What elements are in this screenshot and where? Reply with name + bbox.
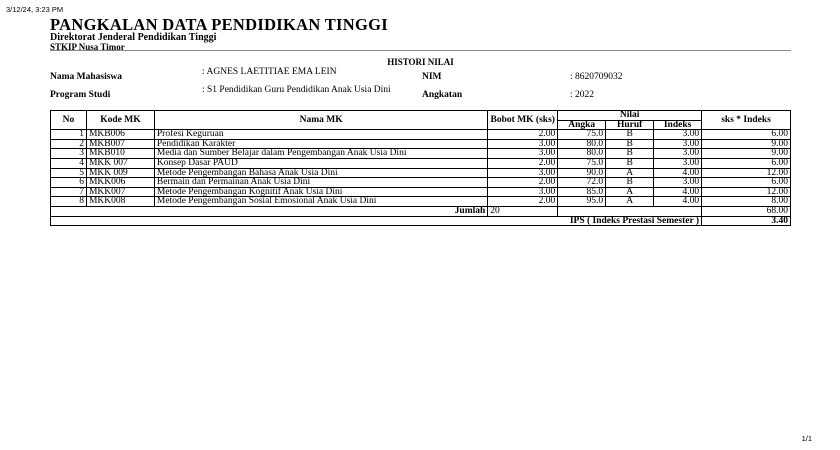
row-bobot: 2.00: [488, 197, 558, 207]
row-sks-indeks: 9.00: [702, 139, 791, 149]
table-row: [51, 178, 791, 188]
total-sks-indeks: 68.00: [702, 206, 791, 216]
total-label: Jumlah: [51, 206, 488, 216]
row-bobot: 3.00: [488, 168, 558, 178]
row-huruf: B: [606, 178, 654, 188]
row-bobot: 2.00: [488, 178, 558, 188]
row-angka: 80.0: [558, 139, 606, 149]
table-row: [51, 158, 791, 168]
row-huruf: B: [606, 130, 654, 140]
header-institution: STKIP Nusa Timor: [50, 42, 125, 52]
row-indeks: 3.00: [654, 139, 702, 149]
header-divider: [50, 50, 791, 51]
total-empty: [558, 206, 702, 216]
row-no: 3: [51, 149, 87, 159]
info-row-name: [50, 68, 791, 88]
row-kode: MKB006: [86, 130, 154, 140]
header-nama: Nama MK: [154, 111, 487, 130]
document-header: [50, 16, 791, 52]
row-nama: Media dan Sumber Belajar dalam Pengembangan Anak Usia Dini: [154, 149, 487, 159]
ips-row: [51, 216, 791, 226]
row-sks-indeks: 6.00: [702, 130, 791, 140]
year-value: : 2022: [570, 90, 595, 100]
row-indeks: 3.00: [654, 178, 702, 188]
row-nama: Pendidikan Karakter: [154, 139, 487, 149]
row-huruf: B: [606, 158, 654, 168]
row-nama: Metode Pengembangan Kognitif Anak Usia Dini: [154, 187, 487, 197]
row-bobot: 2.00: [488, 130, 558, 140]
row-sks-indeks: 12.00: [702, 187, 791, 197]
row-no: 1: [51, 130, 87, 140]
row-angka: 72.0: [558, 178, 606, 188]
header-bobot: Bobot MK (sks): [488, 111, 558, 130]
table-row: [51, 130, 791, 140]
row-no: 4: [51, 158, 87, 168]
row-sks-indeks: 6.00: [702, 158, 791, 168]
row-angka: 90.0: [558, 168, 606, 178]
print-timestamp: 3/12/24, 3:23 PM: [6, 5, 64, 14]
nim-value: : 8620709032: [570, 72, 623, 82]
row-huruf: B: [606, 149, 654, 159]
row-nama: Bermain dan Permainan Anak Usia Dini: [154, 178, 487, 188]
row-angka: 80.0: [558, 149, 606, 159]
row-sks-indeks: 12.00: [702, 168, 791, 178]
header-kode: Kode MK: [86, 111, 154, 130]
row-angka: 85.0: [558, 187, 606, 197]
row-bobot: 2.00: [488, 158, 558, 168]
row-sks-indeks: 9.00: [702, 149, 791, 159]
name-value: : AGNES LAETITIAE EMA LEIN: [202, 67, 337, 77]
header-title: PANGKALAN DATA PENDIDIKAN TINGGI: [50, 15, 388, 34]
row-bobot: 3.00: [488, 149, 558, 159]
row-no: 5: [51, 168, 87, 178]
header-sks-indeks: sks * Indeks: [702, 111, 791, 130]
document-title: HISTORI NILAI: [387, 57, 454, 67]
row-angka: 75.0: [558, 158, 606, 168]
name-label: Nama Mahasiswa: [50, 72, 123, 82]
header-huruf: Huruf: [606, 120, 654, 130]
ips-label: IPS ( Indeks Prestasi Semester ): [51, 216, 702, 226]
row-kode: MKB007: [86, 139, 154, 149]
row-kode: MKB010: [86, 149, 154, 159]
header-angka: Angka: [558, 120, 606, 130]
row-indeks: 4.00: [654, 197, 702, 207]
student-info: [50, 68, 791, 108]
grade-rows: [51, 130, 791, 226]
row-no: 8: [51, 197, 87, 207]
header-indeks: Indeks: [654, 120, 702, 130]
row-angka: 95.0: [558, 197, 606, 207]
total-row: [51, 206, 791, 216]
row-huruf: A: [606, 168, 654, 178]
row-nama: Konsep Dasar PAUD: [154, 158, 487, 168]
row-angka: 75.0: [558, 130, 606, 140]
row-nama: Metode Pengembangan Sosial Emosional Anak Usia Dini: [154, 197, 487, 207]
row-sks-indeks: 6.00: [702, 178, 791, 188]
row-indeks: 4.00: [654, 168, 702, 178]
table-row: [51, 197, 791, 207]
row-kode: MKK 007: [86, 158, 154, 168]
row-indeks: 3.00: [654, 149, 702, 159]
ips-value: 3.40: [702, 216, 791, 226]
nim-label: NIM: [422, 72, 442, 82]
program-label: Program Studi: [50, 90, 111, 100]
row-indeks: 3.00: [654, 130, 702, 140]
row-bobot: 3.00: [488, 187, 558, 197]
grades-table: [50, 110, 791, 226]
row-nama: Profesi Keguruan: [154, 130, 487, 140]
row-no: 7: [51, 187, 87, 197]
row-indeks: 3.00: [654, 158, 702, 168]
row-huruf: B: [606, 139, 654, 149]
info-row-program: [50, 85, 791, 108]
header-directorate: Direktorat Jenderal Pendidikan Tinggi: [50, 32, 217, 43]
row-bobot: 3.00: [488, 139, 558, 149]
row-indeks: 4.00: [654, 187, 702, 197]
row-sks-indeks: 8.00: [702, 197, 791, 207]
row-huruf: A: [606, 197, 654, 207]
row-nama: Metode Pengembangan Bahasa Anak Usia Dini: [154, 168, 487, 178]
page-number: 1/1: [801, 434, 812, 443]
program-value: : S1 Pendidikan Guru Pendidikan Anak Usia Dini: [202, 85, 391, 95]
row-huruf: A: [606, 187, 654, 197]
row-kode: MKK 009: [86, 168, 154, 178]
total-sks: 20: [488, 206, 558, 216]
row-no: 6: [51, 178, 87, 188]
header-no: No: [51, 111, 87, 130]
row-kode: MKK006: [86, 178, 154, 188]
row-no: 2: [51, 139, 87, 149]
row-kode: MKK007: [86, 187, 154, 197]
header-nilai: Nilai: [558, 111, 702, 121]
year-label: Angkatan: [422, 90, 463, 100]
row-kode: MKK008: [86, 197, 154, 207]
